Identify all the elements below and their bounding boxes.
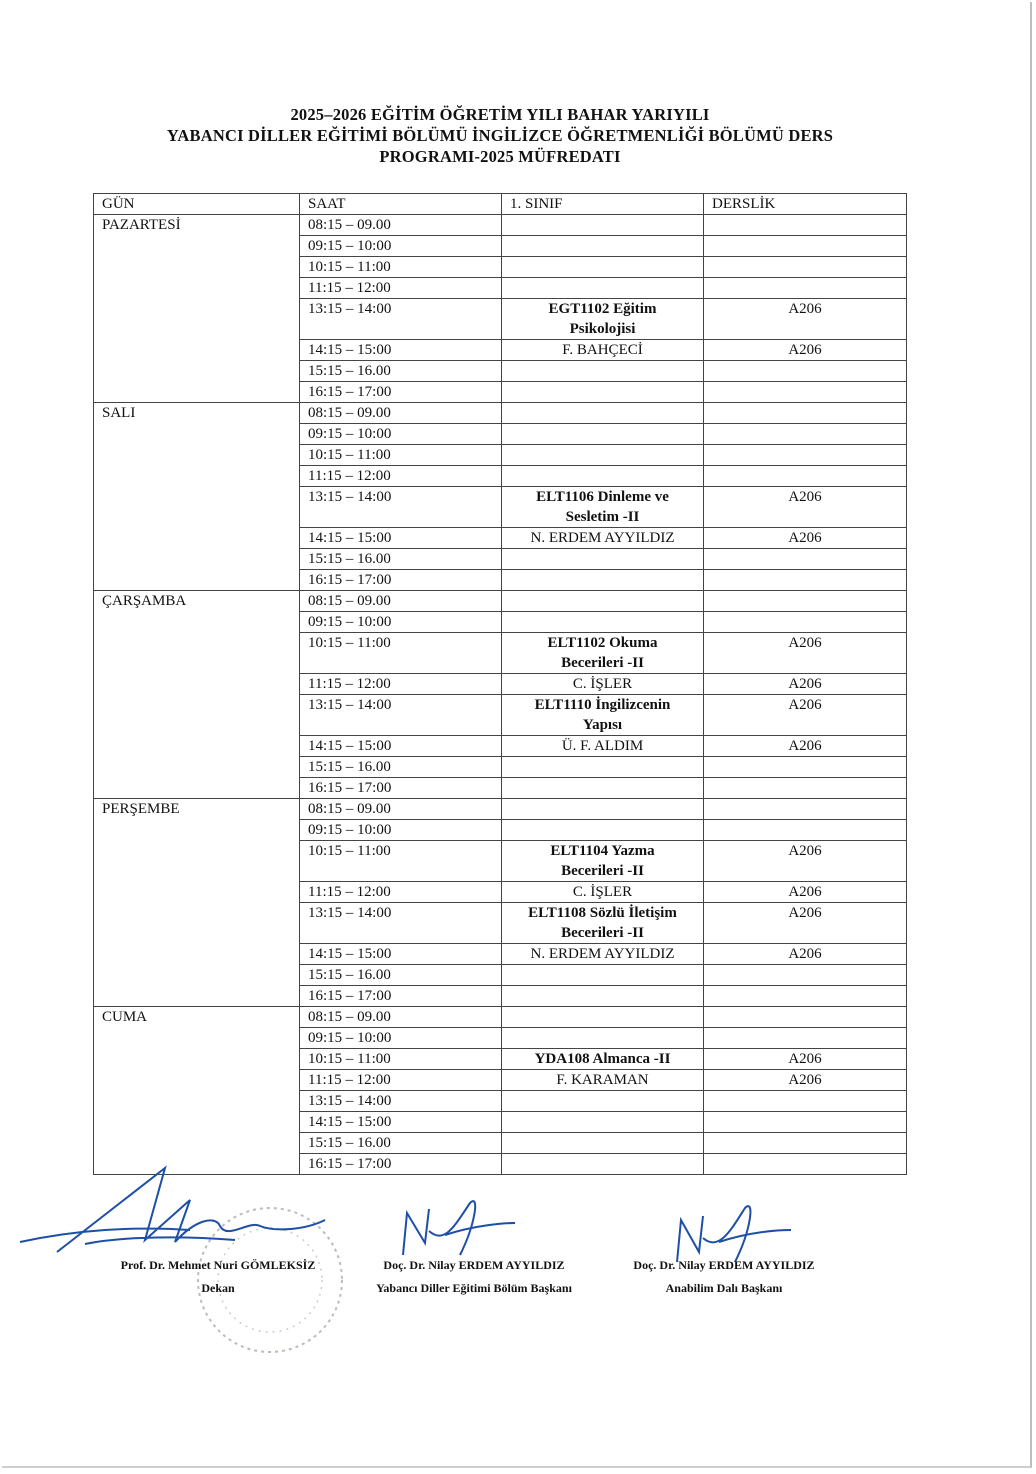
time-cell: 14:15 – 15:00 — [300, 528, 502, 549]
course-cell — [502, 591, 704, 612]
room-cell: A206 — [704, 299, 907, 340]
room-cell — [704, 1091, 907, 1112]
time-cell: 10:15 – 11:00 — [300, 841, 502, 882]
course-line: Becerileri -II — [561, 655, 644, 671]
header-day: GÜN — [94, 194, 300, 215]
day-cell: PERŞEMBE — [94, 799, 300, 1007]
course-cell: F. KARAMAN — [502, 1070, 704, 1091]
course-cell — [502, 215, 704, 236]
room-cell — [704, 591, 907, 612]
time-cell: 16:15 – 17:00 — [300, 778, 502, 799]
time-cell: 11:15 – 12:00 — [300, 882, 502, 903]
time-cell: 10:15 – 11:00 — [300, 1049, 502, 1070]
room-cell: A206 — [704, 674, 907, 695]
time-cell: 08:15 – 09.00 — [300, 215, 502, 236]
course-cell — [502, 382, 704, 403]
course-line: ELT1104 Yazma — [550, 843, 655, 859]
time-cell: 16:15 – 17:00 — [300, 1154, 502, 1175]
time-cell: 09:15 – 10:00 — [300, 820, 502, 841]
table-row — [94, 591, 907, 612]
room-cell — [704, 382, 907, 403]
header-room: DERSLİK — [704, 194, 907, 215]
day-cell: SALI — [94, 403, 300, 591]
room-cell: A206 — [704, 695, 907, 736]
room-cell — [704, 965, 907, 986]
signature-dean-role: Dekan — [201, 1281, 235, 1295]
room-cell: A206 — [704, 903, 907, 944]
course-line: Sesletim -II — [565, 509, 640, 525]
room-cell — [704, 1028, 907, 1049]
header-class: 1. SINIF — [502, 194, 704, 215]
time-cell: 13:15 – 14:00 — [300, 903, 502, 944]
room-cell — [704, 549, 907, 570]
time-cell: 13:15 – 14:00 — [300, 1091, 502, 1112]
room-cell — [704, 778, 907, 799]
time-cell: 11:15 – 12:00 — [300, 466, 502, 487]
course-cell — [502, 986, 704, 1007]
course-cell — [502, 361, 704, 382]
room-cell — [704, 424, 907, 445]
room-cell: A206 — [704, 882, 907, 903]
time-cell: 08:15 – 09.00 — [300, 799, 502, 820]
header-time: SAAT — [300, 194, 502, 215]
course-cell: Ü. F. ALDIM — [502, 736, 704, 757]
time-cell: 16:15 – 17:00 — [300, 382, 502, 403]
title-line-3: PROGRAMI-2025 MÜFREDATI — [379, 147, 621, 166]
course-line: EGT1102 Eğitim — [548, 301, 657, 317]
room-cell — [704, 820, 907, 841]
room-cell: A206 — [704, 633, 907, 674]
course-cell: N. ERDEM AYYILDIZ — [502, 528, 704, 549]
time-cell: 15:15 – 16.00 — [300, 549, 502, 570]
course-line: Becerileri -II — [561, 925, 644, 941]
room-cell — [704, 215, 907, 236]
course-cell — [502, 612, 704, 633]
time-cell: 10:15 – 11:00 — [300, 257, 502, 278]
course-cell — [502, 570, 704, 591]
course-cell — [502, 633, 704, 674]
course-cell: YDA108 Almanca -II — [502, 1049, 704, 1070]
course-line: ELT1102 Okuma — [547, 635, 658, 651]
signature-dean — [88, 1254, 348, 1300]
course-cell — [502, 1091, 704, 1112]
course-line: ELT1110 İngilizcenin — [534, 697, 671, 713]
signature-division-head — [604, 1254, 844, 1300]
course-cell — [502, 487, 704, 528]
course-cell — [502, 695, 704, 736]
course-cell: C. İŞLER — [502, 882, 704, 903]
time-cell: 14:15 – 15:00 — [300, 736, 502, 757]
signature-department-head-role: Yabancı Diller Eğitimi Bölüm Başkanı — [376, 1281, 572, 1295]
room-cell: A206 — [704, 1070, 907, 1091]
room-cell — [704, 278, 907, 299]
title-line-2: YABANCI DİLLER EĞİTİMİ BÖLÜMÜ İNGİLİZCE ÖĞRETMENLİĞİ BÖLÜMÜ DERS — [166, 126, 834, 145]
time-cell: 10:15 – 11:00 — [300, 633, 502, 674]
time-cell: 11:15 – 12:00 — [300, 278, 502, 299]
time-cell: 14:15 – 15:00 — [300, 1112, 502, 1133]
course-line: Becerileri -II — [561, 863, 644, 879]
room-cell: A206 — [704, 340, 907, 361]
title-line-1: 2025–2026 EĞİTİM ÖĞRETİM YILI BAHAR YARIYILI — [290, 105, 710, 124]
course-cell — [502, 445, 704, 466]
table-row — [94, 799, 907, 820]
room-cell — [704, 986, 907, 1007]
signature-division-head-name: Doç. Dr. Nilay ERDEM AYYILDIZ — [633, 1258, 815, 1272]
room-cell — [704, 403, 907, 424]
time-cell: 16:15 – 17:00 — [300, 986, 502, 1007]
room-cell — [704, 757, 907, 778]
course-cell — [502, 820, 704, 841]
course-cell — [502, 549, 704, 570]
course-cell — [502, 1112, 704, 1133]
room-cell — [704, 236, 907, 257]
room-cell: A206 — [704, 736, 907, 757]
time-cell: 13:15 – 14:00 — [300, 487, 502, 528]
room-cell — [704, 257, 907, 278]
signature-department-head-name: Doç. Dr. Nilay ERDEM AYYILDIZ — [383, 1258, 565, 1272]
day-cell: CUMA — [94, 1007, 300, 1175]
document-title — [0, 104, 1000, 167]
day-cell: ÇARŞAMBA — [94, 591, 300, 799]
room-cell — [704, 1007, 907, 1028]
time-cell: 09:15 – 10:00 — [300, 236, 502, 257]
head-signature-stroke — [403, 1201, 515, 1255]
course-line: Yapısı — [582, 717, 623, 733]
course-cell — [502, 466, 704, 487]
room-cell: A206 — [704, 841, 907, 882]
course-cell — [502, 841, 704, 882]
room-cell: A206 — [704, 944, 907, 965]
course-cell: C. İŞLER — [502, 674, 704, 695]
time-cell: 15:15 – 16.00 — [300, 361, 502, 382]
course-cell — [502, 257, 704, 278]
room-cell — [704, 361, 907, 382]
time-cell: 11:15 – 12:00 — [300, 674, 502, 695]
table-row — [94, 403, 907, 424]
course-cell: F. BAHÇECİ — [502, 340, 704, 361]
time-cell: 09:15 – 10:00 — [300, 424, 502, 445]
room-cell — [704, 1133, 907, 1154]
course-cell — [502, 403, 704, 424]
course-cell — [502, 1028, 704, 1049]
time-cell: 13:15 – 14:00 — [300, 299, 502, 340]
course-cell — [502, 1133, 704, 1154]
schedule-body — [94, 215, 907, 1175]
signature-department-head — [348, 1254, 600, 1300]
time-cell: 08:15 – 09.00 — [300, 1007, 502, 1028]
room-cell — [704, 570, 907, 591]
course-cell — [502, 757, 704, 778]
course-line: ELT1106 Dinleme ve — [536, 489, 669, 505]
course-line: Psikolojisi — [569, 321, 636, 337]
signature-dean-name: Prof. Dr. Mehmet Nuri GÖMLEKSİZ — [120, 1258, 316, 1272]
course-cell — [502, 278, 704, 299]
table-header-row — [94, 194, 907, 215]
room-cell — [704, 1112, 907, 1133]
course-cell — [502, 1154, 704, 1175]
time-cell: 08:15 – 09.00 — [300, 591, 502, 612]
time-cell: 16:15 – 17:00 — [300, 570, 502, 591]
course-cell — [502, 424, 704, 445]
signature-division-head-role: Anabilim Dalı Başkanı — [665, 1281, 783, 1295]
time-cell: 11:15 – 12:00 — [300, 1070, 502, 1091]
course-cell: N. ERDEM AYYILDIZ — [502, 944, 704, 965]
table-row — [94, 215, 907, 236]
course-cell — [502, 236, 704, 257]
room-cell — [704, 466, 907, 487]
time-cell: 14:15 – 15:00 — [300, 340, 502, 361]
day-cell: PAZARTESİ — [94, 215, 300, 403]
room-cell — [704, 445, 907, 466]
time-cell: 15:15 – 16.00 — [300, 1133, 502, 1154]
room-cell: A206 — [704, 528, 907, 549]
table-row — [94, 1007, 907, 1028]
time-cell: 13:15 – 14:00 — [300, 695, 502, 736]
time-cell: 15:15 – 16.00 — [300, 757, 502, 778]
room-cell — [704, 612, 907, 633]
dean-signature-stroke — [20, 1168, 325, 1252]
schedule-table — [93, 193, 907, 1175]
course-cell — [502, 778, 704, 799]
course-cell — [502, 1007, 704, 1028]
time-cell: 08:15 – 09.00 — [300, 403, 502, 424]
course-cell — [502, 965, 704, 986]
room-cell — [704, 1154, 907, 1175]
course-cell — [502, 799, 704, 820]
room-cell: A206 — [704, 487, 907, 528]
time-cell: 15:15 – 16.00 — [300, 965, 502, 986]
course-line: ELT1108 Sözlü İletişim — [528, 905, 677, 921]
course-cell — [502, 299, 704, 340]
room-cell — [704, 799, 907, 820]
course-cell — [502, 903, 704, 944]
time-cell: 09:15 – 10:00 — [300, 1028, 502, 1049]
time-cell: 10:15 – 11:00 — [300, 445, 502, 466]
room-cell: A206 — [704, 1049, 907, 1070]
time-cell: 14:15 – 15:00 — [300, 944, 502, 965]
time-cell: 09:15 – 10:00 — [300, 612, 502, 633]
